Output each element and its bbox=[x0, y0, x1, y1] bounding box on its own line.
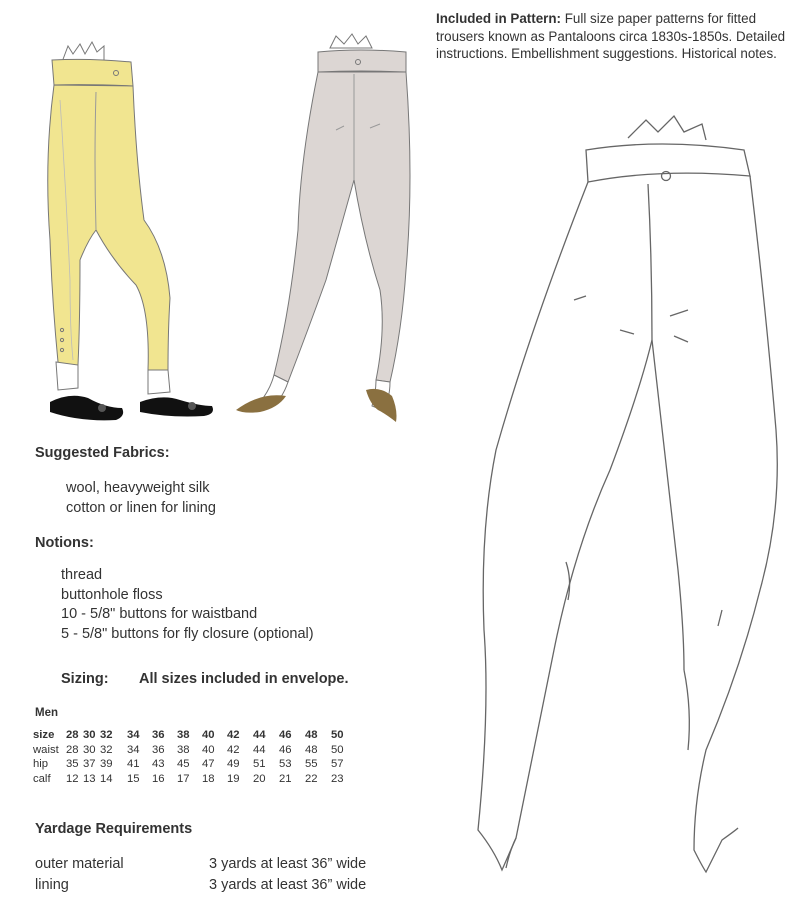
gray-pantaloons-illustration bbox=[230, 30, 415, 425]
size-table-cell: 41 bbox=[127, 758, 140, 771]
size-table-cell: 48 bbox=[305, 729, 318, 742]
size-table-cell: 57 bbox=[331, 758, 344, 771]
yardage-row bbox=[35, 853, 409, 874]
yellow-pantaloons-illustration bbox=[40, 40, 220, 425]
size-table-cell: 42 bbox=[227, 743, 240, 756]
fabrics-heading: Suggested Fabrics: bbox=[35, 445, 170, 461]
size-table-cell: 34 bbox=[127, 729, 140, 742]
size-table-cell: 36 bbox=[152, 743, 165, 756]
size-table-cell: 18 bbox=[202, 773, 215, 786]
sizing-text: All sizes included in envelope. bbox=[139, 671, 349, 687]
notion-item: thread bbox=[61, 567, 103, 583]
yardage-item: lining bbox=[35, 876, 69, 893]
size-table-row bbox=[33, 728, 351, 743]
included-in-pattern-block bbox=[436, 10, 786, 63]
fabrics-list bbox=[66, 479, 216, 518]
notions-heading: Notions: bbox=[35, 535, 94, 551]
size-table-cell: 19 bbox=[227, 773, 240, 786]
size-table-cell: waist bbox=[33, 743, 59, 756]
size-table-cell: 35 bbox=[66, 758, 79, 771]
size-table-cell: 28 bbox=[66, 729, 79, 742]
size-table-cell: 49 bbox=[227, 758, 240, 771]
size-table-cell: 38 bbox=[177, 729, 190, 742]
yardage-heading: Yardage Requirements bbox=[35, 821, 193, 837]
size-table-cell: 42 bbox=[227, 729, 240, 742]
size-table-cell: 30 bbox=[83, 743, 96, 756]
size-table-cell: hip bbox=[33, 758, 49, 771]
notion-item: buttonhole floss bbox=[61, 586, 163, 603]
size-table-title: Men bbox=[35, 707, 58, 719]
included-label: Included in Pattern: bbox=[436, 11, 561, 26]
size-table-cell: size bbox=[33, 729, 55, 742]
size-table-cell: 38 bbox=[177, 743, 190, 756]
size-table-cell: calf bbox=[33, 773, 51, 786]
size-table-cell: 17 bbox=[177, 773, 190, 786]
fabric-item: wool, heavyweight silk bbox=[66, 480, 210, 496]
yardage-row bbox=[35, 874, 409, 895]
size-table-cell: 37 bbox=[83, 758, 96, 771]
size-table-row bbox=[33, 772, 351, 787]
included-text: Full size paper patterns for fitted trousers known as Pantaloons circa 1830s-1850s. Detailed instructions. Embellishment suggestions. Historical notes. bbox=[436, 11, 786, 61]
size-table-cell: 46 bbox=[279, 743, 292, 756]
yardage-item: outer material bbox=[35, 855, 124, 872]
size-table-cell: 46 bbox=[279, 729, 292, 742]
size-table-cell: 22 bbox=[305, 773, 318, 786]
size-table-cell: 20 bbox=[253, 773, 266, 786]
pantaloons-line-drawing bbox=[470, 110, 790, 880]
sizing-label: Sizing: bbox=[61, 671, 109, 687]
notion-item: 5 - 5/8" buttons for fly closure (optional) bbox=[61, 625, 314, 642]
size-table-cell: 48 bbox=[305, 743, 318, 756]
size-table-cell: 39 bbox=[100, 758, 113, 771]
size-table-row bbox=[33, 757, 351, 772]
size-table-cell: 28 bbox=[66, 743, 79, 756]
size-table-cell: 50 bbox=[331, 743, 344, 756]
size-table-cell: 30 bbox=[83, 729, 96, 742]
size-table-cell: 44 bbox=[253, 729, 266, 742]
sizing-line bbox=[61, 671, 349, 687]
size-table-cell: 45 bbox=[177, 758, 190, 771]
notion-item: 10 - 5/8" buttons for waistband bbox=[61, 606, 258, 622]
size-table-cell: 13 bbox=[83, 773, 96, 786]
size-table-cell: 12 bbox=[66, 773, 79, 786]
size-table-cell: 32 bbox=[100, 743, 113, 756]
size-table bbox=[33, 728, 351, 786]
size-table-cell: 36 bbox=[152, 729, 165, 742]
size-table-cell: 43 bbox=[152, 758, 165, 771]
size-table-cell: 40 bbox=[202, 729, 215, 742]
size-table-cell: 23 bbox=[331, 773, 344, 786]
size-table-cell: 53 bbox=[279, 758, 292, 771]
size-table-cell: 15 bbox=[127, 773, 140, 786]
size-table-cell: 21 bbox=[279, 773, 292, 786]
size-table-cell: 51 bbox=[253, 758, 266, 771]
size-table-cell: 44 bbox=[253, 743, 266, 756]
yardage-amount: 3 yards at least 36” wide bbox=[209, 876, 367, 893]
yardage-amount: 3 yards at least 36” wide bbox=[209, 855, 367, 872]
size-table-row bbox=[33, 743, 351, 758]
size-table-cell: 32 bbox=[100, 729, 113, 742]
size-table-cell: 14 bbox=[100, 773, 113, 786]
size-table-cell: 40 bbox=[202, 743, 215, 756]
size-table-cell: 34 bbox=[127, 743, 140, 756]
notions-list bbox=[61, 566, 314, 644]
size-table-cell: 47 bbox=[202, 758, 215, 771]
yardage-table bbox=[35, 853, 409, 895]
fabric-item: cotton or linen for lining bbox=[66, 499, 216, 516]
size-table-cell: 50 bbox=[331, 729, 344, 742]
size-table-cell: 16 bbox=[152, 773, 165, 786]
size-table-cell: 55 bbox=[305, 758, 318, 771]
